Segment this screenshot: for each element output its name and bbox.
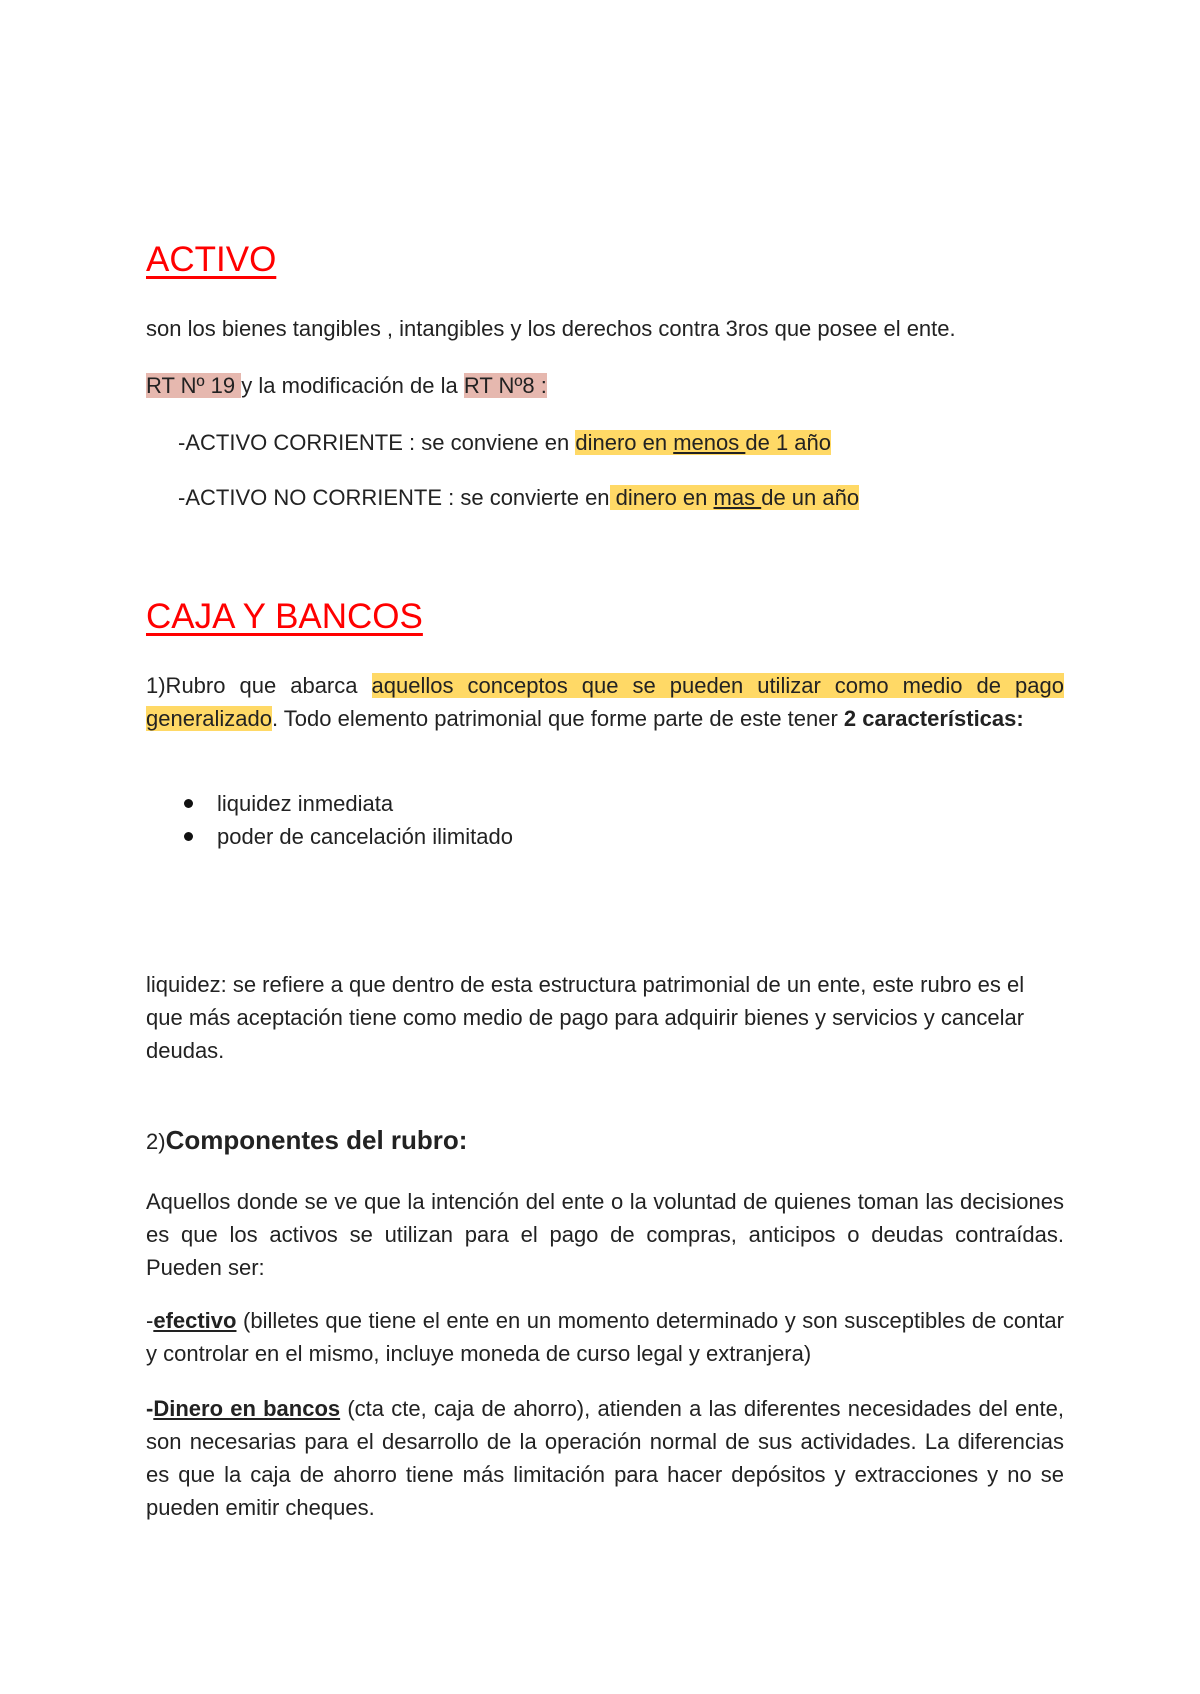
efectivo-dash: - <box>146 1308 154 1333</box>
no-corriente-hl-text-2: de un año <box>761 485 860 510</box>
list-item <box>184 787 393 820</box>
rubro-paragraph <box>146 669 1064 735</box>
liquidez-paragraph: liquidez: se refiere a que dentro de esta estructura patrimonial de un ente, este rubro es el que más aceptación tiene como medio de pago para adquirir bienes y servicios y cancelar deudas. <box>146 972 1025 1063</box>
bullet-text: poder de cancelación ilimitado <box>217 824 513 849</box>
bancos-text: (cta cte, caja de ahorro), atienden a las diferentes necesidades del ente, son necesarias para el desarrollo de la operación normal de sus actividades. La diferencias es que la caja de ahorro tiene más limitación para hacer depósitos y extracciones y no se pueden emitir cheques. <box>146 1396 1064 1520</box>
corriente-hl-text-1: dinero en <box>575 430 674 455</box>
activo-corriente <box>146 426 1096 459</box>
rubro-bold: 2 características: <box>843 706 1024 731</box>
rt-middle-text: y la modificación de la <box>241 373 464 398</box>
componentes-heading <box>146 1124 1064 1158</box>
efectivo-paragraph <box>146 1304 1064 1370</box>
rt-reference <box>146 369 1064 402</box>
rubro-rest: . Todo elemento patrimonial que forme parte de este tener <box>271 706 844 731</box>
efectivo-term: efectivo <box>153 1308 237 1333</box>
componentes-title: Componentes del rubro: <box>165 1125 468 1155</box>
bullet-dot-icon <box>184 799 193 808</box>
corriente-highlight <box>575 430 831 455</box>
no-corriente-hl-text-1: dinero en <box>609 485 714 510</box>
bancos-term: Dinero en bancos <box>153 1396 341 1421</box>
activo-no-corriente <box>146 481 1096 514</box>
bancos-paragraph <box>146 1392 1064 1524</box>
no-corriente-lead: -ACTIVO NO CORRIENTE : se convierte en <box>178 485 610 510</box>
bullet-dot-icon <box>184 832 193 841</box>
bancos-dash: - <box>146 1396 154 1421</box>
rt-19-highlight: RT Nº 19 <box>146 373 242 398</box>
corriente-lead: -ACTIVO CORRIENTE : se conviene en <box>178 430 576 455</box>
corriente-hl-underline: menos <box>673 430 746 455</box>
bullet-text: liquidez inmediata <box>217 791 394 816</box>
activo-definition: son los bienes tangibles , intangibles y los derechos contra 3ros que posee el ente. <box>146 316 956 341</box>
rubro-lead: 1)Rubro que abarca <box>146 673 372 698</box>
componentes-number: 2) <box>146 1129 166 1154</box>
aquellos-paragraph: Aquellos donde se ve que la intención del ente o la voluntad de quienes toman las decisiones es que los activos se utilizan para el pago de compras, anticipos o deudas contraídas. Pueden ser: <box>146 1189 1064 1280</box>
heading-activo: ACTIVO <box>146 240 277 279</box>
list-item <box>184 820 513 853</box>
no-corriente-hl-underline: mas <box>713 485 762 510</box>
no-corriente-highlight <box>610 485 860 510</box>
rubro-highlight: aquellos conceptos que se pueden utilizar como medio de pago generalizado <box>146 673 1064 731</box>
heading-caja-y-bancos: CAJA Y BANCOS <box>146 597 423 636</box>
corriente-hl-text-2: de 1 año <box>745 430 831 455</box>
efectivo-text: (billetes que tiene el ente en un momento determinado y son susceptibles de contar y controlar en el mismo, incluye moneda de curso legal y extranjera) <box>146 1308 1064 1366</box>
rt-8-highlight: RT Nº8 : <box>463 373 547 398</box>
